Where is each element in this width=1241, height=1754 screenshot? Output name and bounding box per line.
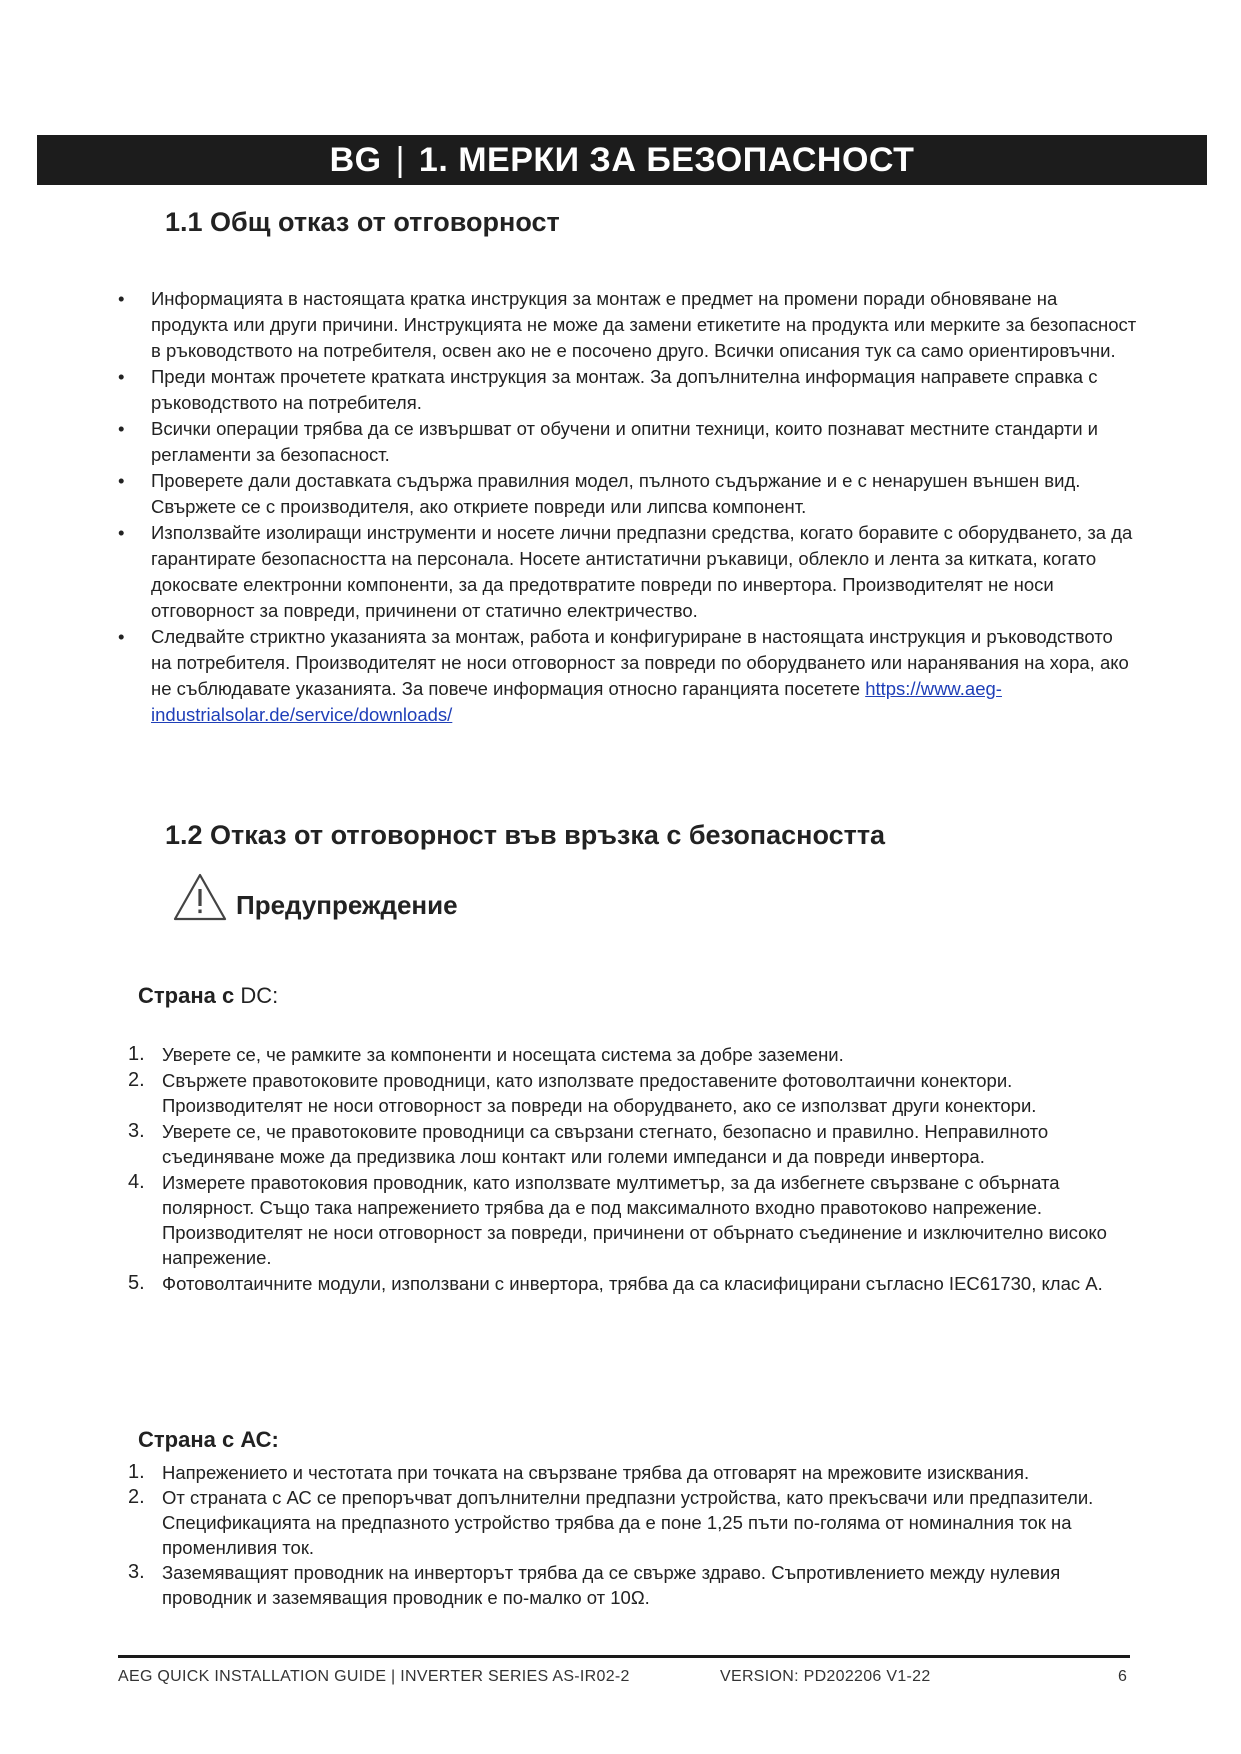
item-number: 3. [128, 1561, 145, 1583]
item-number: 4. [128, 1171, 145, 1193]
dc-side-label: Страна с [138, 983, 235, 1008]
list-item [128, 1485, 1128, 1560]
section-1-2-heading: 1.2 Отказ от отговорност във връзка с безопасността [165, 820, 886, 850]
item-text: Заземяващият проводник на инверторът трябва да се свърже здраво. Съпротивлението между нулевия проводник и заземяващия проводник е по-малко от 10Ω. [162, 1562, 1061, 1608]
item-text: Уверете се, че правотоковите проводници са свързани стегнато, безопасно и правилно. Неправилното съединяване може да предизвика лош контакт или големи импеданси и да повреди инвертора. [162, 1121, 1049, 1167]
ac-requirements-list [128, 1460, 1128, 1610]
list-item: • Проверете дали доставката съдържа правилния модел, пълното съдържание и е с ненарушен външен вид. Свържете се с производителя, ако откриете повреди или липсва компонент. [118, 468, 1138, 520]
list-item [128, 1560, 1128, 1610]
item-text: Напрежението и честотата при точката на свързване трябва да отговарят на мрежовите изисквания. [162, 1462, 1030, 1483]
downloads-link[interactable]: https://www.aeg-industrialsolar.de/service/downloads/ [151, 678, 1002, 725]
dc-side-heading [138, 983, 278, 1009]
footer-guide-title: AEG QUICK INSTALLATION GUIDE | INVERTER SERIES AS-IR02-2 [118, 1668, 630, 1685]
warning-triangle-icon [172, 872, 228, 922]
language-code: BG [329, 140, 382, 179]
page-title: 1. МЕРКИ ЗА БЕЗОПАСНОСТ [418, 140, 915, 179]
item-number: 1. [128, 1461, 145, 1483]
dc-requirements-list [128, 1042, 1128, 1297]
section-1-1-heading: 1.1 Общ отказ от отговорност [165, 207, 560, 237]
item-number: 3. [128, 1120, 145, 1142]
disclaimer-bullet-list [118, 286, 1138, 728]
item-number: 2. [128, 1486, 145, 1508]
list-item: • Информацията в настоящата кратка инструкция за монтаж е предмет на промени поради обновяване на продукта или други причини. Инструкцията не може да замени етикетите на продукта или мерките за безопасност в ръководството на потребителя, освен ако не е посочено друго. Всички описания тук са само ориентировъчни. [118, 286, 1138, 364]
list-item [128, 1068, 1128, 1118]
list-item [128, 1460, 1128, 1485]
list-item-text: Следвайте стриктно указанията за монтаж, работа и конфигуриране в настоящата инструкция и ръководството на потребителя. Производителят не носи отговорност за повреди по оборудването или наранявания на хора, ако не съблюдавате указанията. За повече информация относно гаранцията посетете [151, 626, 1129, 699]
item-number: 5. [128, 1272, 145, 1294]
page-header-bar [37, 135, 1207, 185]
item-number: 2. [128, 1069, 145, 1091]
list-item [118, 624, 1138, 728]
page-number: 6 [1118, 1668, 1128, 1685]
list-item [128, 1271, 1128, 1296]
list-item: • Използвайте изолиращи инструменти и носете лични предпазни средства, когато боравите с оборудването, за да гарантирате безопасността на персонала. Носете антистатични ръкавици, облекло и лента за китката, когато докосвате електронни компоненти, за да предотвратите повреди по инвертора. Производителят не носи отговорност за повреди, причинени от статично електричество. [118, 520, 1138, 624]
list-item: • Всички операции трябва да се извършват от обучени и опитни техници, които познават местните стандарти и регламенти за безопасност. [118, 416, 1138, 468]
ac-side-heading: Страна с АС: [138, 1427, 279, 1452]
list-item [128, 1042, 1128, 1067]
item-number: 1. [128, 1043, 145, 1065]
list-item [128, 1119, 1128, 1169]
item-text: Уверете се, че рамките за компоненти и носещата система за добре заземени. [162, 1044, 844, 1065]
list-item: • Преди монтаж прочетете кратката инструкция за монтаж. За допълнителна информация направете справка с ръководството на потребителя. [118, 364, 1138, 416]
item-text: Свържете правотоковите проводници, като използвате предоставените фотоволтаични конектори. Производителят не носи отговорност за повреди на оборудването, ако се използват други конектори. [162, 1070, 1037, 1116]
warning-row [172, 872, 458, 922]
dc-side-suffix: DC: [240, 983, 279, 1008]
item-text: Фотоволтаичните модули, използвани с инвертора, трябва да са класифицирани съгласно IEC61730, клас А. [162, 1273, 1103, 1294]
header-separator: | [395, 140, 405, 179]
footer-version: VERSION: PD202206 V1-22 [720, 1668, 931, 1685]
warning-title: Предупреждение [236, 889, 458, 920]
footer-divider [118, 1655, 1130, 1658]
list-item [128, 1170, 1128, 1270]
item-text: От страната с АС се препоръчват допълнителни предпазни устройства, като прекъсвачи или предпазители. Спецификацията на предпазното устройство трябва да е поне 1,25 пъти по-голяма от номиналния ток на променливия ток. [162, 1487, 1094, 1558]
item-text: Измерете правотоковия проводник, като използвате мултиметър, за да избегнете свързване с обърната полярност. Също така напрежението трябва да е под максималното входно правотоково напрежение. Производителят не носи отговорност за повреди, причинени от обърнато съединение и изключително високо напрежение. [162, 1172, 1107, 1268]
